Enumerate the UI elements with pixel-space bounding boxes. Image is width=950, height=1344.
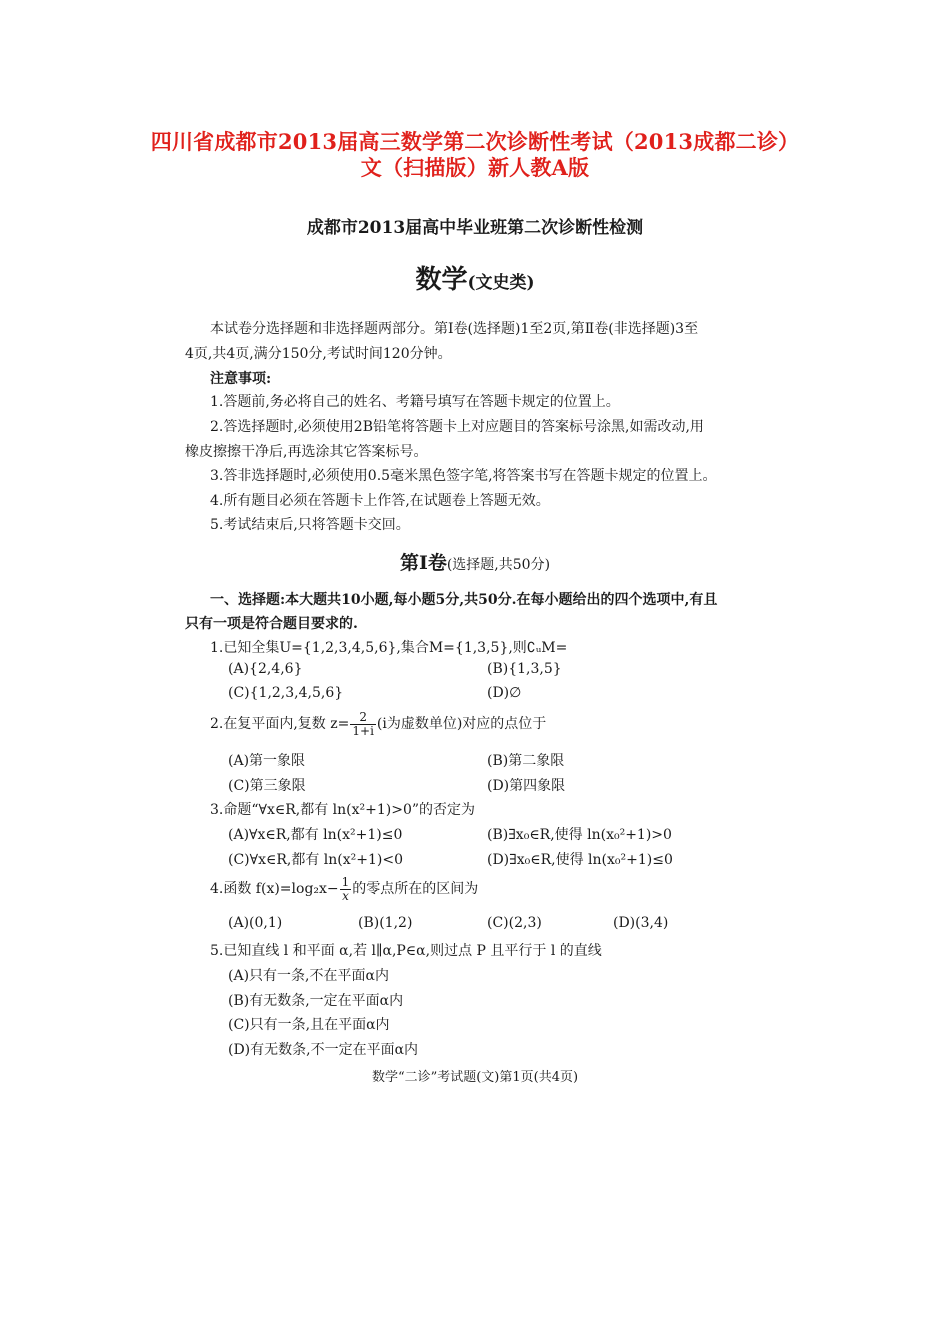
question-3-option-b: (B)∃x₀∈R,使得 ln(x₀²+1)>0 xyxy=(487,827,672,843)
question-1-option-c: (C){1,2,3,4,5,6} xyxy=(228,685,344,701)
fraction-denominator: 1+i xyxy=(352,723,374,738)
question-4-stem-post: 的零点所在的区间为 xyxy=(352,881,479,897)
question-5-option-c: (C)只有一条,且在平面α内 xyxy=(228,1017,390,1033)
fraction-denominator: x xyxy=(342,888,349,903)
question-4-stem-pre: 4.函数 f(x)=log₂x− xyxy=(210,881,339,897)
intro-line1: 本试卷分选择题和非选择题两部分。第Ⅰ卷(选择题)1至2页,第Ⅱ卷(非选择题)3至 xyxy=(210,321,699,337)
note-item: 4.所有题目必须在答题卡上作答,在试题卷上答题无效。 xyxy=(210,493,550,509)
section1-title xyxy=(0,548,950,575)
document-title-line2: 文（扫描版）新人教A版 xyxy=(360,155,590,180)
notes-heading: 注意事项: xyxy=(210,371,272,387)
question-5-option-a: (A)只有一条,不在平面α内 xyxy=(228,968,389,984)
question-2-stem xyxy=(210,710,546,738)
section1-title-sub: (选择题,共50分) xyxy=(446,557,551,573)
subject-name: 数学 xyxy=(415,265,468,295)
section1-instruction-line2: 只有一项是符合题目要求的. xyxy=(185,616,358,632)
question-2-option-c: (C)第三象限 xyxy=(228,778,306,794)
section1-instruction-line1: 一、选择题:本大题共10小题,每小题5分,共50分.在每小题给出的四个选项中,有且 xyxy=(210,592,718,608)
question-1-option-d: (D)∅ xyxy=(487,685,522,701)
fraction-numerator: 2 xyxy=(350,711,376,725)
fraction-numerator: 1 xyxy=(341,874,350,889)
question-4-option-c: (C)(2,3) xyxy=(487,915,542,931)
question-4-option-b: (B)(1,2) xyxy=(358,915,413,931)
document-title-line1: 四川省成都市2013届高三数学第二次诊断性考试（2013成都二诊） xyxy=(150,129,800,154)
question-1-option-a: (A){2,4,6} xyxy=(228,661,303,677)
exam-subtitle: 成都市2013届高中毕业班第二次诊断性检测 xyxy=(306,218,644,238)
note-item: 3.答非选择题时,必须使用0.5毫米黑色签字笔,将答案书写在答题卡规定的位置上。 xyxy=(210,468,717,484)
question-2-stem-pre: 2.在复平面内,复数 z= xyxy=(210,716,350,732)
section1-title-main: 第Ⅰ卷 xyxy=(399,552,447,574)
question-5-option-d: (D)有无数条,不一定在平面α内 xyxy=(228,1042,419,1058)
exam-subject-heading xyxy=(0,259,950,296)
intro-line2: 4页,共4页,满分150分,考试时间120分钟。 xyxy=(185,346,452,362)
question-5-option-b: (B)有无数条,一定在平面α内 xyxy=(228,993,404,1009)
question-2-option-d: (D)第四象限 xyxy=(487,778,566,794)
note-item: 2.答选择题时,必须使用2B铅笔将答题卡上对应题目的答案标号涂黑,如需改动,用 xyxy=(210,419,704,435)
question-3-option-c: (C)∀x∈R,都有 ln(x²+1)<0 xyxy=(228,852,403,868)
question-1-option-b: (B){1,3,5} xyxy=(487,661,562,677)
page-footer: 数学“二诊”考试题(文)第1页(共4页) xyxy=(371,1070,579,1085)
question-3-option-a: (A)∀x∈R,都有 ln(x²+1)≤0 xyxy=(228,827,403,843)
note-item: 橡皮擦擦干净后,再选涂其它答案标号。 xyxy=(185,444,428,460)
question-4-fraction xyxy=(340,876,352,903)
question-4-option-d: (D)(3,4) xyxy=(613,915,669,931)
question-2-option-a: (A)第一象限 xyxy=(228,753,306,769)
question-3-option-d: (D)∃x₀∈R,使得 ln(x₀²+1)≤0 xyxy=(487,852,673,868)
question-1-stem: 1.已知全集U={1,2,3,4,5,6},集合M={1,3,5},则∁ᵤM= xyxy=(210,640,568,656)
question-2-stem-post: (i为虚数单位)对应的点位于 xyxy=(376,716,547,732)
question-2-option-b: (B)第二象限 xyxy=(487,753,565,769)
question-5-stem: 5.已知直线 l 和平面 α,若 l∥α,P∈α,则过点 P 且平行于 l 的直线 xyxy=(210,943,602,959)
note-item: 1.答题前,务必将自己的姓名、考籍号填写在答题卡规定的位置上。 xyxy=(210,394,620,410)
question-4-stem xyxy=(210,874,478,904)
question-4-option-a: (A)(0,1) xyxy=(228,915,283,931)
question-3-stem: 3.命题“∀x∈R,都有 ln(x²+1)>0”的否定为 xyxy=(210,802,476,818)
question-2-fraction xyxy=(350,711,376,738)
subject-type: (文史类) xyxy=(467,273,535,293)
note-item: 5.考试结束后,只将答题卡交回。 xyxy=(210,517,410,533)
